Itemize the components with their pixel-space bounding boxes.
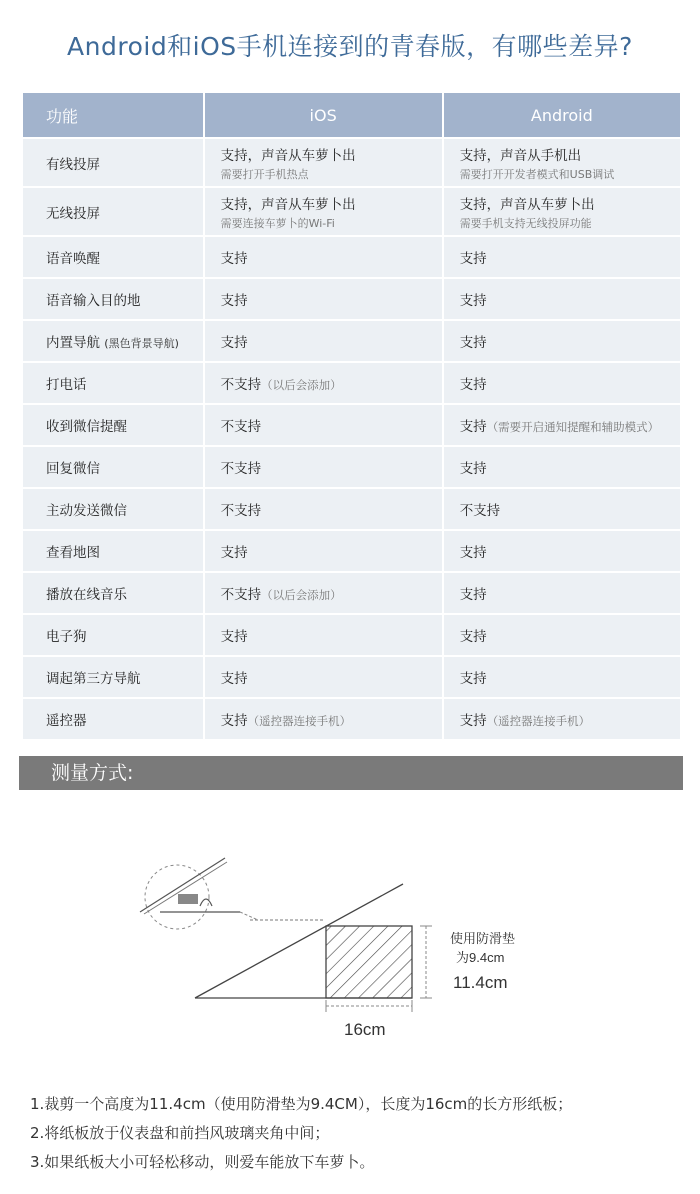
android-value: 支持 — [459, 671, 487, 687]
ios-cell — [205, 137, 444, 186]
feature-cell — [23, 613, 205, 655]
table-row — [23, 571, 680, 613]
feature-label: 收到微信提醒 — [46, 419, 127, 435]
android-cell — [444, 319, 680, 361]
feature-label: 有线投屏 — [46, 156, 100, 173]
android-cell — [444, 235, 680, 277]
android-cell — [444, 613, 680, 655]
table-row — [23, 655, 680, 697]
android-value: 支持 — [459, 293, 487, 309]
ios-cell — [205, 186, 444, 235]
feature-label: 查看地图 — [46, 545, 100, 561]
feature-label: 电子狗 — [46, 629, 87, 645]
ios-cell — [205, 529, 444, 571]
ios-note: （以后会添加） — [261, 588, 342, 602]
feature-label: 无线投屏 — [46, 205, 100, 222]
android-cell — [444, 571, 680, 613]
feature-label: 打电话 — [46, 377, 87, 393]
android-cell — [444, 529, 680, 571]
measurement-diagram — [120, 840, 560, 1050]
table-row — [23, 186, 680, 235]
android-value: 支持 — [459, 461, 487, 477]
table-row — [23, 361, 680, 403]
android-value: 支持 — [459, 587, 487, 603]
ios-note: （遥控器连接手机） — [247, 714, 352, 728]
feature-label: 播放在线音乐 — [46, 587, 127, 603]
ios-cell — [205, 403, 444, 445]
ios-cell — [205, 361, 444, 403]
android-cell — [444, 186, 680, 235]
feature-cell — [23, 186, 205, 235]
table-row — [23, 137, 680, 186]
ios-cell — [205, 571, 444, 613]
feature-cell — [23, 403, 205, 445]
feature-label: 语音唤醒 — [46, 251, 100, 267]
ios-value: 支持，声音从车萝卜出 — [220, 147, 356, 164]
ios-value: 支持 — [220, 335, 248, 351]
android-value: 支持 — [459, 377, 487, 393]
cardboard-rect — [326, 926, 412, 998]
label-height: 11.4cm — [453, 973, 508, 992]
ios-value: 支持 — [220, 293, 248, 309]
android-value: 不支持 — [459, 503, 501, 519]
table-row — [23, 445, 680, 487]
ios-note: （以后会添加） — [261, 378, 342, 392]
feature-cell — [23, 361, 205, 403]
ios-cell — [205, 235, 444, 277]
ios-cell — [205, 319, 444, 361]
ios-cell — [205, 445, 444, 487]
table-row — [23, 403, 680, 445]
android-note: （需要开启通知提醒和辅助模式） — [486, 420, 660, 434]
page-title: Android和iOS手机连接到的青春版，有哪些差异? — [67, 32, 633, 61]
table-row — [23, 613, 680, 655]
ios-requirement: 需要打开手机热点 — [220, 167, 309, 181]
header-feature: 功能 — [23, 93, 205, 137]
ios-value: 不支持 — [220, 587, 262, 603]
ios-cell — [205, 487, 444, 529]
android-requirement: 需要打开开发者模式和USB调试 — [459, 167, 615, 181]
ios-value: 不支持 — [220, 503, 262, 519]
ios-cell — [205, 655, 444, 697]
feature-cell — [23, 655, 205, 697]
label-antislip-2: 为9.4cm — [456, 950, 505, 965]
step-item: 3.如果纸板大小可轻松移动，则爱车能放下车萝卜。 — [30, 1153, 375, 1171]
android-value: 支持，声音从手机出 — [459, 147, 582, 164]
android-value: 支持 — [459, 713, 487, 729]
step-item: 2.将纸板放于仪表盘和前挡风玻璃夹角中间； — [30, 1124, 330, 1142]
android-value: 支持 — [459, 629, 487, 645]
ios-requirement: 需要连接车萝卜的Wi-Fi — [220, 216, 335, 230]
feature-cell — [23, 445, 205, 487]
ios-value: 支持 — [220, 671, 248, 687]
ios-value: 支持 — [220, 545, 248, 561]
header-android: Android — [444, 93, 680, 137]
ios-cell — [205, 613, 444, 655]
android-note: （遥控器连接手机） — [486, 714, 591, 728]
feature-label: 主动发送微信 — [46, 503, 127, 519]
feature-cell — [23, 277, 205, 319]
android-value: 支持 — [459, 251, 487, 267]
ios-value: 支持 — [220, 251, 248, 267]
steps-list — [30, 1090, 680, 1177]
table-row — [23, 697, 680, 739]
android-value: 支持，声音从车萝卜出 — [459, 196, 595, 213]
label-antislip-1: 使用防滑垫 — [450, 931, 516, 946]
feature-cell — [23, 529, 205, 571]
android-value: 支持 — [459, 545, 487, 561]
step-item: 1.裁剪一个高度为11.4cm（使用防滑垫为9.4CM），长度为16cm的长方形纸板； — [30, 1095, 573, 1113]
ios-cell — [205, 277, 444, 319]
table-header-row — [23, 93, 680, 137]
device-inset — [140, 858, 258, 929]
android-cell — [444, 403, 680, 445]
feature-label: 回复微信 — [46, 461, 100, 477]
feature-label: 遥控器 — [46, 713, 87, 729]
android-cell — [444, 487, 680, 529]
android-cell — [444, 277, 680, 319]
feature-cell — [23, 137, 205, 186]
ios-value: 不支持 — [220, 461, 262, 477]
feature-cell — [23, 235, 205, 277]
android-cell — [444, 445, 680, 487]
label-width: 16cm — [344, 1020, 386, 1039]
section-title: 测量方式: — [19, 756, 683, 790]
android-cell — [444, 655, 680, 697]
feature-label: 内置导航 — [46, 335, 100, 351]
feature-cell — [23, 487, 205, 529]
android-cell — [444, 697, 680, 739]
table-row — [23, 319, 680, 361]
comparison-table — [23, 93, 680, 739]
feature-cell — [23, 697, 205, 739]
android-cell — [444, 361, 680, 403]
ios-value: 支持，声音从车萝卜出 — [220, 196, 356, 213]
ios-value: 支持 — [220, 713, 248, 729]
table-row — [23, 529, 680, 571]
feature-label: 调起第三方导航 — [46, 671, 141, 687]
table-row — [23, 235, 680, 277]
feature-label: 语音输入目的地 — [46, 293, 141, 309]
ios-value: 不支持 — [220, 419, 262, 435]
android-cell — [444, 137, 680, 186]
ios-cell — [205, 697, 444, 739]
feature-note: (黑色背景导航) — [104, 337, 179, 350]
ios-value: 不支持 — [220, 377, 262, 393]
feature-cell — [23, 319, 205, 361]
android-value: 支持 — [459, 419, 487, 435]
header-ios: iOS — [205, 93, 444, 137]
table-row — [23, 487, 680, 529]
feature-cell — [23, 571, 205, 613]
android-requirement: 需要手机支持无线投屏功能 — [459, 216, 592, 230]
ios-value: 支持 — [220, 629, 248, 645]
android-value: 支持 — [459, 335, 487, 351]
table-row — [23, 277, 680, 319]
